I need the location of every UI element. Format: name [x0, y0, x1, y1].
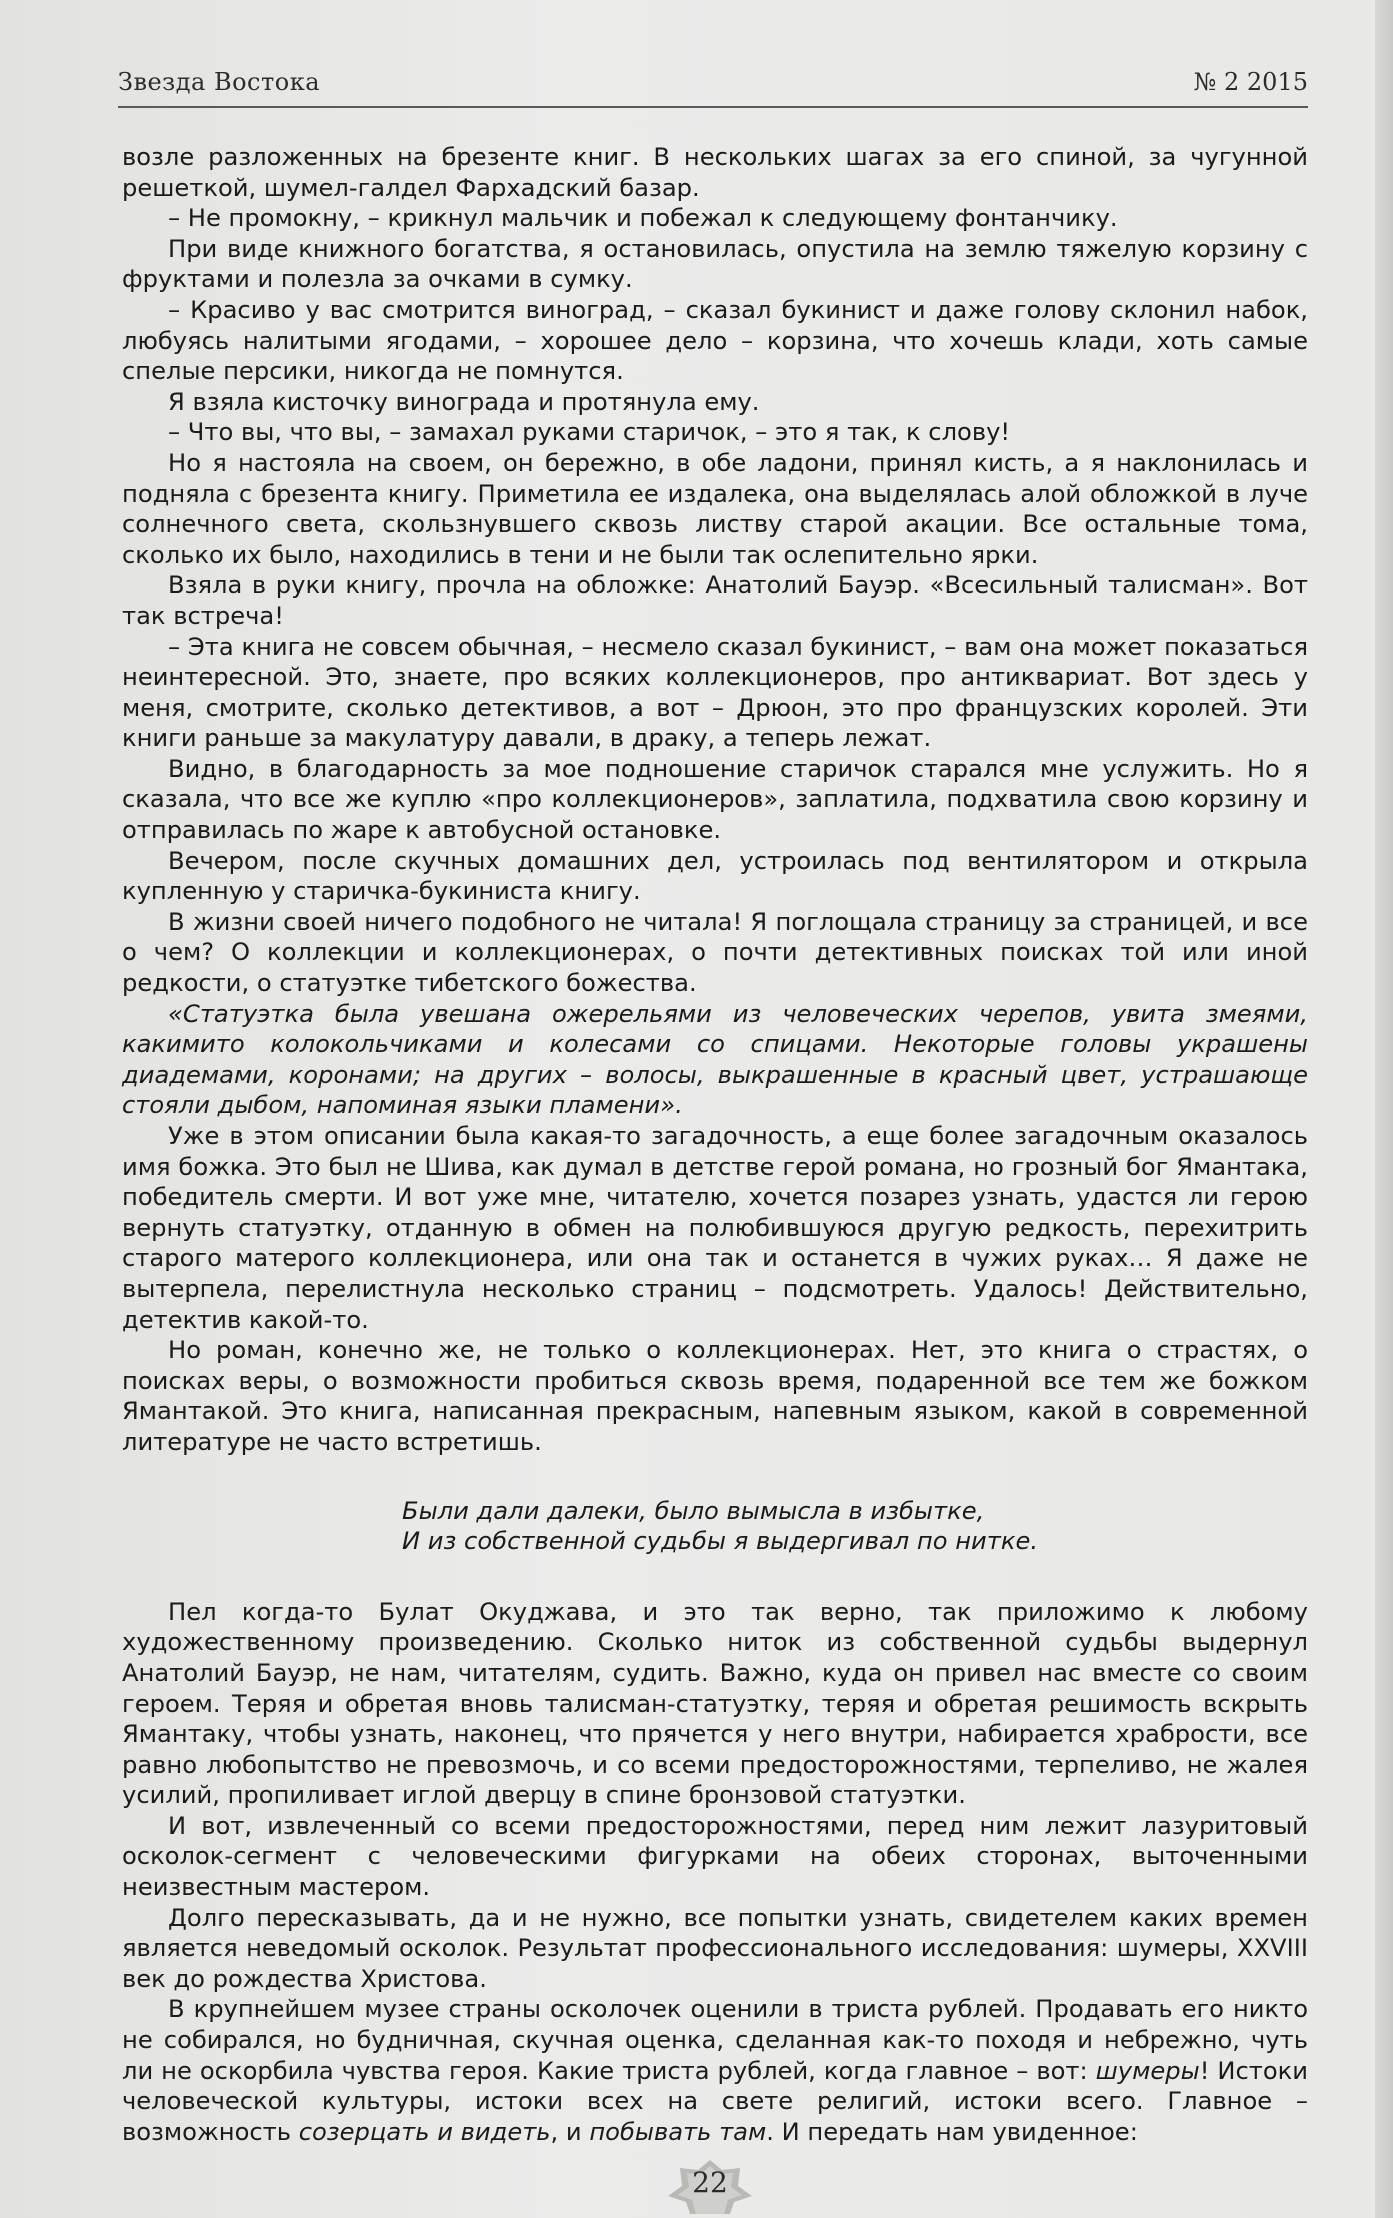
- paragraph-17: И вот, извлеченный со всеми предосторожностями, перед ним лежит лазуритовый осколок-сегмент с человеческими фигурками на обеих сторонах, выточенными неизвестным мастером.: [122, 1811, 1308, 1902]
- p19-part-5: , и: [550, 2117, 590, 2146]
- page-number: 22: [692, 2166, 728, 2199]
- paragraph-18: Долго пересказывать, да и не нужно, все попытки узнать, свидетелем каких времен является неведомый осколок. Результат профессионального исследования: шумеры, XXVIII век до рождества Христова.: [122, 1903, 1308, 1993]
- quote-paragraph: «Статуэтка была увешана ожерельями из человеческих черепов, увита змеями, какимито колокольчиками и колесами со спицами. Некоторые головы украшены диадемами, коронами; на других – волосы, выкрашенные в красный цвет, устрашающе стояли дыбом, напоминая языки пламени».: [122, 999, 1308, 1120]
- p19-part-1: В крупнейшем музее страны осколочек оценили в триста рублей. Продавать его никто не собирался, но будничная, скучная оценка, сделанная как-то походя и небрежно, чуть ли не оскорбила чувства героя. Какие триста рублей, когда главное – вот:: [122, 1995, 1308, 2085]
- article-body: [122, 142, 1308, 2147]
- p19-italic-shumery: шумеры: [1095, 2056, 1200, 2085]
- paragraph-3: При виде книжного богатства, я остановилась, опустила на землю тяжелую корзину с фруктами и полезла за очками в сумку.: [122, 234, 1308, 294]
- paragraph-1: возле разложенных на брезенте книг. В нескольких шагах за его спиной, за чугунной решеткой, шумел-галдел Фархадский базар.: [122, 143, 1308, 202]
- paragraph-12: В жизни своей ничего подобного не читала! Я поглощала страницу за страницей, и все о чем? О коллекции и коллекционерах, о почти детективных поисках той или иной редкости, о статуэтке тибетского божества.: [122, 907, 1308, 998]
- paragraph-4: – Красиво у вас смотрится виноград, – сказал букинист и даже голову склонил набок, любуясь налитыми ягодами, – хорошее дело – корзина, что хочешь клади, хоть самые спелые персики, никогда не помнутся.: [122, 295, 1308, 386]
- page-number-badge: [668, 2160, 752, 2214]
- paragraph-7: Но я настояла на своем, он бережно, в обе ладони, принял кисть, а я наклонилась и подняла с брезента книгу. Приметила ее издалека, она выделялась алой обложкой в луче солнечного света, скользнувшего сквозь листву старой акации. Все остальные тома, сколько их было, находились в тени и не были так ослепительно ярки.: [122, 448, 1308, 569]
- paragraph-5: Я взяла кисточку винограда и протянула ему.: [168, 387, 760, 416]
- issue-number: № 2 2015: [1193, 68, 1308, 96]
- running-header: [118, 68, 1308, 108]
- p19-italic-sozercat: созерцать и видеть: [298, 2117, 551, 2146]
- p19-italic-pobyvat: побывать там: [589, 2117, 767, 2146]
- paragraph-2: – Не промокну, – крикнул мальчик и побежал к следующему фонтанчику.: [168, 204, 1118, 233]
- paragraph-16: Пел когда-то Булат Окуджава, и это так верно, так приложимо к любому художественному произведению. Сколько ниток из собственной судьбы выдернул Анатолий Бауэр, не нам, читателям, судить. Важно, куда он привел нас вместе со своим героем. Теряя и обретая вновь талисман-статуэтку, теряя и обретая решимость вскрыть Ямантаку, чтобы узнать, наконец, что прячется у него внутри, набирается храбрости, все равно любопытство не превозмочь, и со всеми предосторожностями, терпеливо, не жалея усилий, пропиливает иглой дверцу в спине бронзовой статуэтки.: [122, 1597, 1308, 1810]
- paragraph-14: Уже в этом описании была какая-то загадочность, а еще более загадочным оказалось имя божка. Это был не Шива, как думал в детстве герой романа, но грозный бог Ямантака, победитель смерти. И вот уже мне, читателю, хочется позарез узнать, удастся ли герою вернуть статуэтку, отданную в обмен на полюбившуюся другую редкость, перехитрить старого матерого коллекционера, или она так и останется в чужих руках… Я даже не вытерпела, перелистнула несколько страниц – подсмотреть. Удалось! Действительно, детектив какой-то.: [122, 1122, 1308, 1334]
- paragraph-11: Вечером, после скучных домашних дел, устроилась под вентилятором и открыла купленную у старичка-букиниста книгу.: [122, 846, 1308, 906]
- journal-title: Звезда Востока: [118, 68, 321, 96]
- p19-part-7: . И передать нам увиденное:: [766, 2117, 1138, 2146]
- paragraph-9: – Эта книга не совсем обычная, – несмело сказал букинист, – вам она может показаться неинтересной. Это, знаете, про всяких коллекционеров, про антиквариат. Вот здесь у меня, смотрите, сколько детективов, а вот – Дрюон, это про французских королей. Эти книги раньше за макулатуру давали, в драку, а теперь лежат.: [122, 632, 1308, 753]
- p19-part-3: ! Истоки человеческой культуры, истоки всех на свете религий, истоки всего. Главное – возможность: [122, 2056, 1308, 2146]
- poem-line-1: Были дали далеки, было вымысла в избытке,: [402, 1496, 985, 1525]
- paragraph-15: Но роман, конечно же, не только о коллекционерах. Нет, это книга о страстях, о поисках веры, о возможности пробиться сквозь время, подаренной все тем же божком Ямантакой. Это книга, написанная прекрасным, напевным языком, какой в современной литературе не часто встретишь.: [122, 1336, 1308, 1456]
- poem-epigraph: [402, 1496, 1308, 1557]
- paragraph-6: – Что вы, что вы, – замахал руками старичок, – это я так, к слову!: [168, 418, 1011, 447]
- paragraph-10: Видно, в благодарность за мое подношение старичок старался мне услужить. Но я сказала, что все же куплю «про коллекционеров», заплатила, подхватила свою корзину и отправилась по жаре к автобусной остановке.: [122, 754, 1308, 845]
- page-edge-shadow: [1375, 0, 1393, 2218]
- header-rule: [118, 106, 1308, 108]
- paragraph-8: Взяла в руки книгу, прочла на обложке: Анатолий Бауэр. «Всесильный талисман». Вот так встреча!: [122, 571, 1308, 630]
- paragraph-19: [122, 1994, 1308, 2147]
- poem-line-2: И из собственной судьбы я выдергивал по нитке.: [402, 1527, 1039, 1556]
